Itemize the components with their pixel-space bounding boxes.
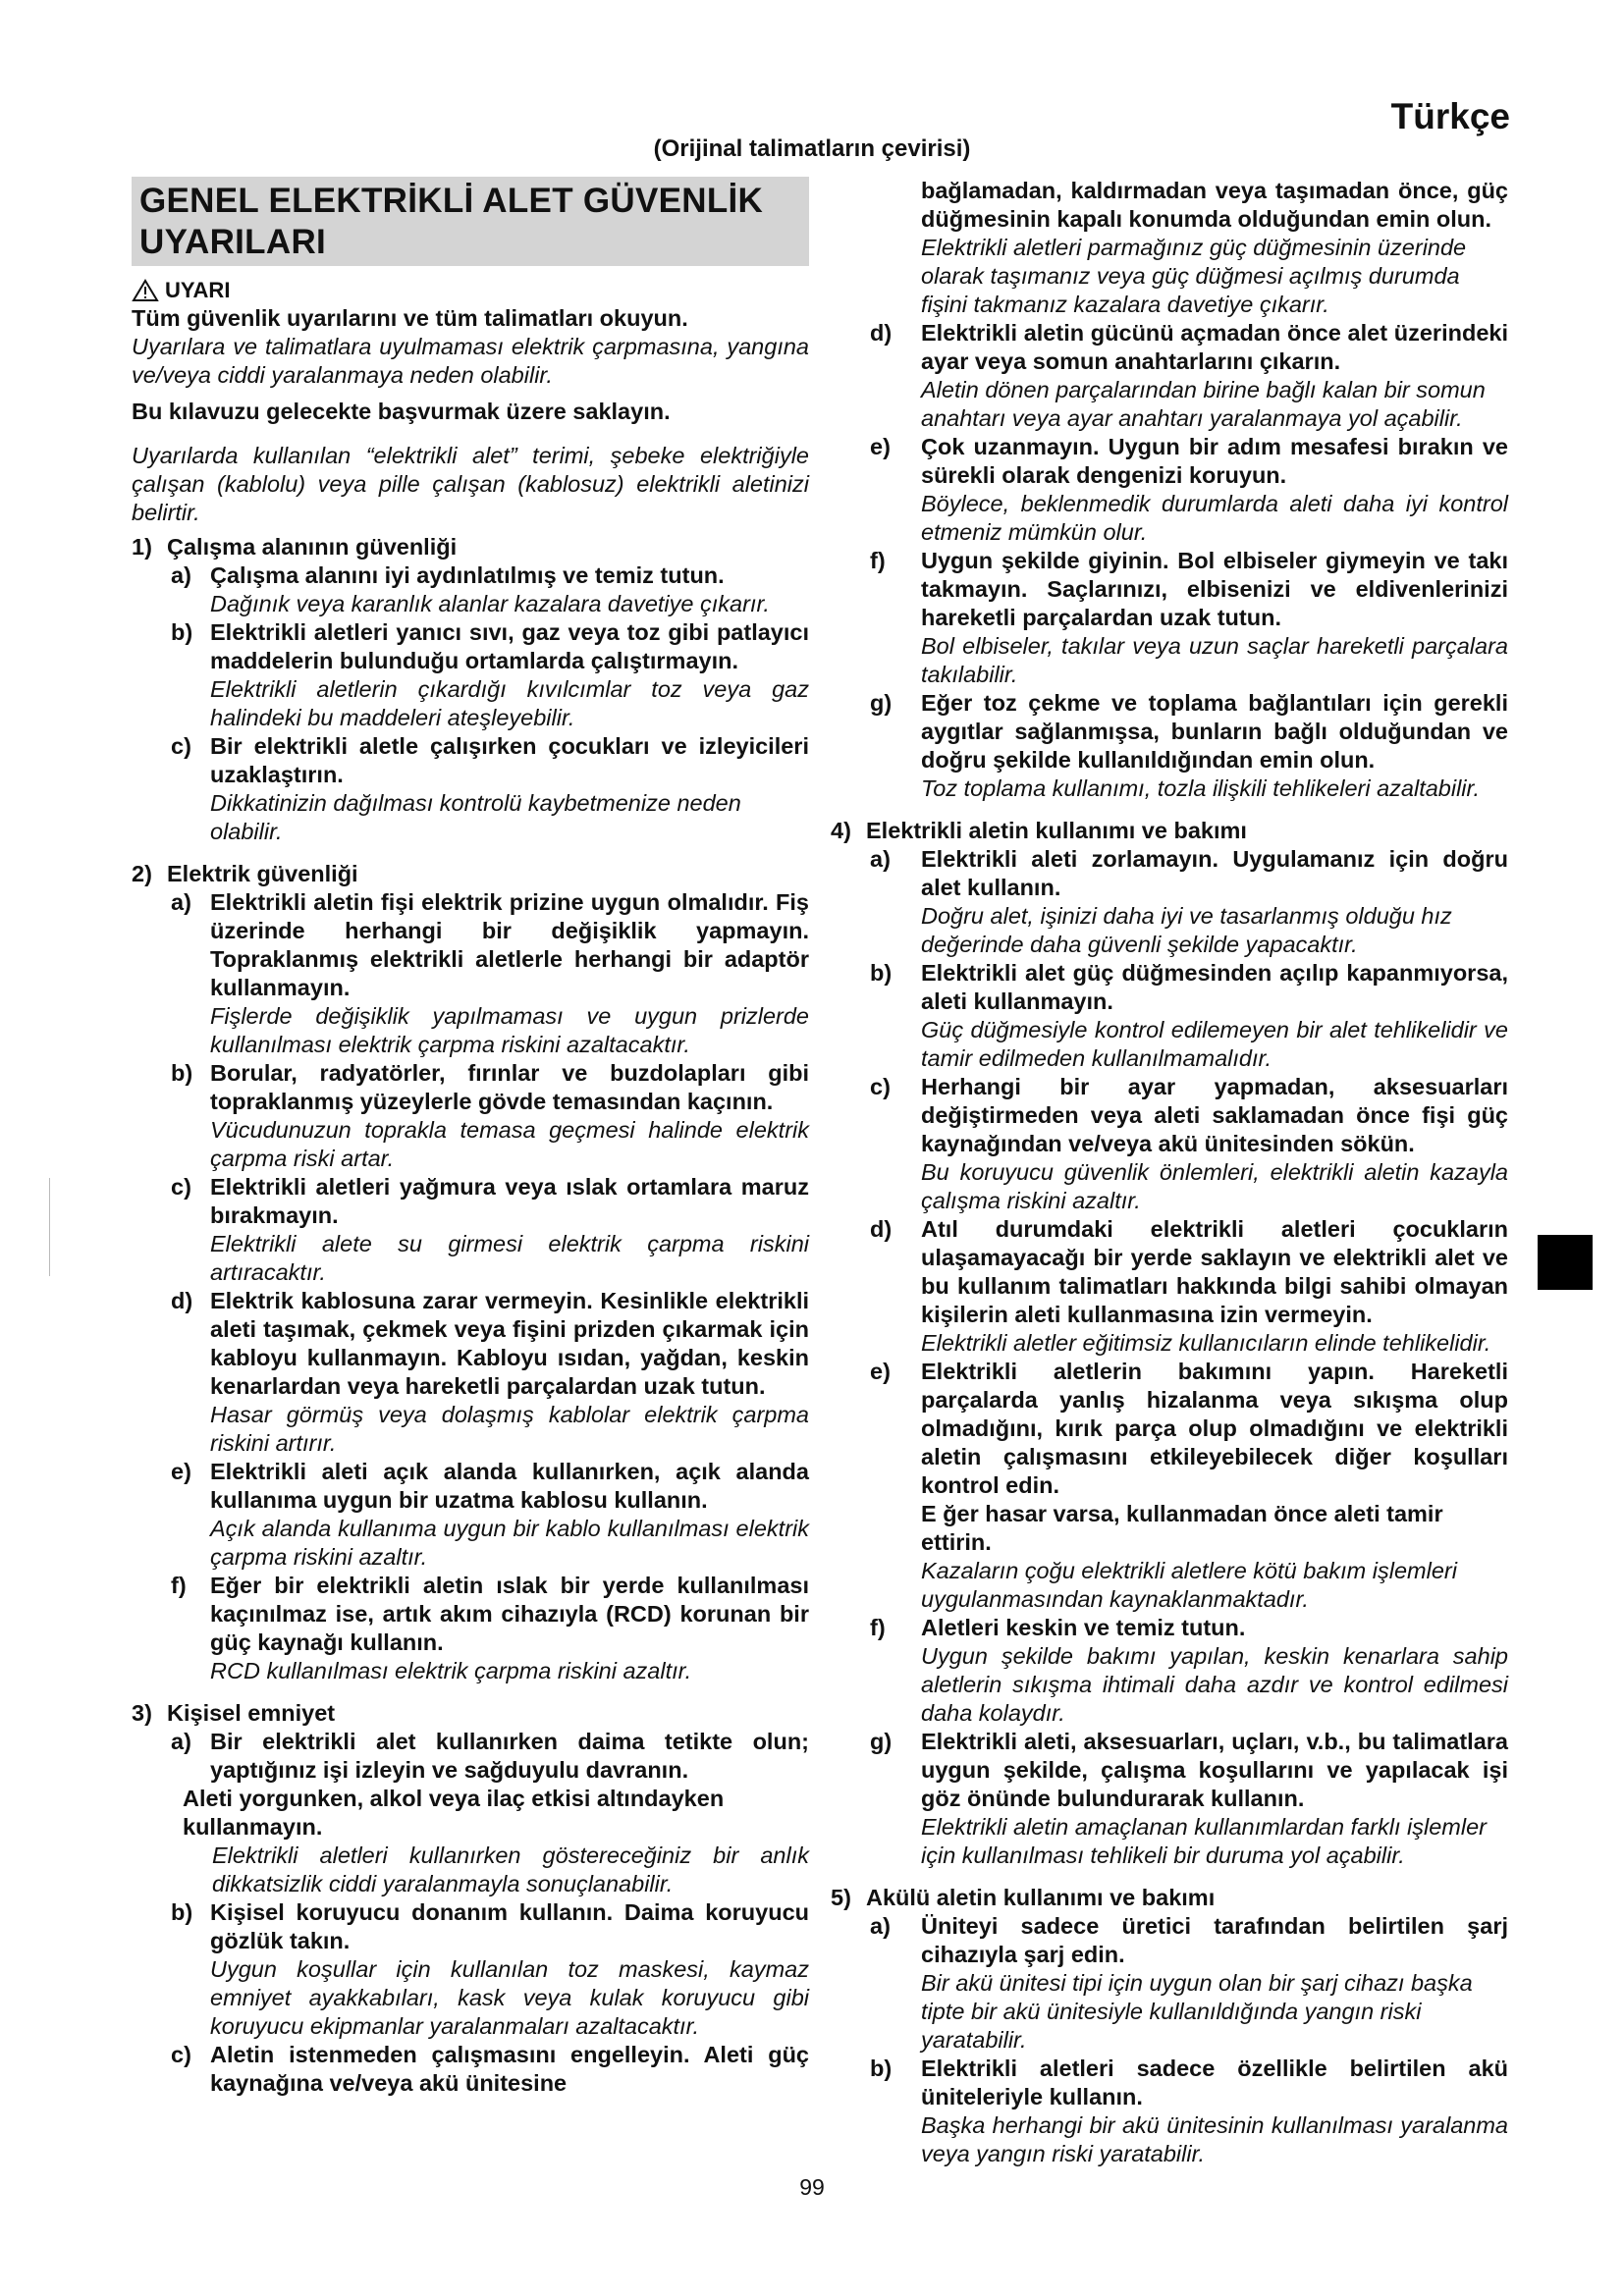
item-bold: Çok uzanmayın. Uygun bir adım mesafesi bırakın ve sürekli olarak dengenizi koruyun. (921, 434, 1508, 488)
item-italic: Doğru alet, işinizi daha iyi ve tasarlanmış olduğu hız değerinde daha güvenli şekilde yapacaktır. (921, 903, 1452, 957)
keep-manual: Bu kılavuzu gelecekte başvurmak üzere saklayın. (132, 399, 671, 424)
section-number: 2) (132, 861, 152, 886)
section-number: 3) (132, 1700, 152, 1726)
margin-mark (49, 1178, 50, 1276)
list-item (132, 1173, 809, 1287)
item-bold: Bir elektrikli alet kullanırken daima tetikte olun; yaptığınız işi izleyin ve sağduyulu davranın. (210, 1729, 809, 1783)
item-italic: Başka herhangi bir akü ünitesinin kullanılması yaralanma veya yangın riski yaratabilir. (921, 2112, 1508, 2166)
item-italic: Böylece, beklenmedik durumlarda aleti daha iyi kontrol etmeniz mümkün olur. (921, 491, 1508, 545)
item-label: e) (870, 434, 891, 459)
list-item (132, 888, 809, 1059)
item-italic: Elektrikli aletin amaçlanan kullanımlardan farklı işlemler için kullanılması tehlikeli bir duruma yol açabilir. (921, 1814, 1487, 1868)
list-item (132, 618, 809, 732)
item-label: g) (870, 690, 893, 716)
item-italic: Bol elbiseler, takılar veya uzun saçlar hareketli parçalara takılabilir. (921, 633, 1508, 687)
list-item (831, 1614, 1508, 1728)
term-definition: Uyarılarda kullanılan “elektrikli alet” terimi, şebeke elektriğiyle çalışan (kablolu) veya pille çalışan (kablosuz) elektrikli aletinizi belirtir. (132, 443, 809, 525)
item-label: a) (870, 1913, 891, 1939)
list-item (132, 2041, 809, 2098)
item-italic: Fişlerde değişiklik yapılmaması ve uygun prizlerde kullanılması elektrik çarpma riskini azaltacaktır. (210, 1003, 809, 1057)
item-bold: Elektrikli aleti, aksesuarları, uçları, v.b., bu talimatlara uygun şekilde, çalışma koşullarını ve yapılacak işi göz önünde bulundurarak kullanın. (921, 1729, 1508, 1811)
item-label: a) (171, 1729, 191, 1754)
item-label: f) (870, 548, 886, 573)
list-item (831, 433, 1508, 547)
list-item (831, 1073, 1508, 1215)
item-italic: Elektrikli aletlerin çıkardığı kıvılcımlar toz veya gaz halindeki bu maddeleri ateşleyebilir. (210, 676, 809, 730)
item-label: f) (171, 1573, 187, 1598)
item-bold: Atıl durumdaki elektrikli aletleri çocukların ulaşamayacağı bir yerde saklayın ve elektrikli alet ve bu kullanım talimatları hakkında bilgi sahibi olmayan kişilerin aleti kullanmasına izin vermeyin. (921, 1216, 1508, 1327)
list-item (831, 547, 1508, 689)
item-bold: Aletin istenmeden çalışmasını engelleyin. Aleti güç kaynağına ve/veya akü ünitesine (210, 2042, 809, 2096)
item-label: a) (171, 889, 191, 915)
item-bold: Bir elektrikli aletle çalışırken çocukları ve izleyicileri uzaklaştırın. (210, 733, 809, 787)
item-bold: Kişisel koruyucu donanım kullanın. Daima koruyucu gözlük takın. (210, 1899, 809, 1953)
list-item (831, 959, 1508, 1073)
item-bold: Elektrikli alet güç düğmesinden açılıp kapanmıyorsa, aleti kullanmayın. (921, 960, 1508, 1014)
item-italic: Elektrikli aletler eğitimsiz kullanıcıların elinde tehlikelidir. (921, 1330, 1491, 1356)
list-item (132, 1287, 809, 1458)
item-label: c) (171, 1174, 191, 1200)
section-number: 1) (132, 534, 152, 560)
item-bold: Üniteyi sadece üretici tarafından belirtilen şarj cihazıyla şarj edin. (921, 1913, 1508, 1967)
list-item (132, 1728, 809, 1785)
page-number: 99 (799, 2174, 825, 2200)
item-italic: Uygun koşullar için kullanılan toz maskesi, kaymaz emniyet ayakkabıları, kask veya kulak koruyucu gibi koruyucu ekipmanlar yaralanmaları azaltacaktır. (210, 1956, 809, 2039)
item-label: c) (171, 2042, 191, 2067)
list-item (132, 1458, 809, 1572)
item-label: a) (870, 846, 891, 872)
list-item (831, 1358, 1508, 1614)
item-bold: Elektrikli aletleri yağmura veya ıslak ortamlara maruz bırakmayın. (210, 1174, 809, 1228)
right-column (831, 177, 1508, 2168)
item-bold-continued: Aleti yorgunken, alkol veya ilaç etkisi altındayken kullanmayın. (183, 1786, 725, 1840)
section-title: Çalışma alanının güvenliği (167, 534, 458, 560)
item-label: b) (171, 1060, 193, 1086)
item-bold-continued: E ğer hasar varsa, kullanmadan önce aleti tamir ettirin. (921, 1501, 1443, 1555)
list-item (831, 845, 1508, 959)
section-title-box (132, 177, 809, 266)
section-title: Elektrikli aletin kullanımı ve bakımı (866, 818, 1247, 843)
title-line-1: GENEL ELEKTRİKLİ ALET GÜVENLİK (139, 182, 764, 220)
item-label: f) (870, 1615, 886, 1640)
item-label: d) (171, 1288, 193, 1313)
warning-triangle-icon (132, 279, 159, 302)
item-bold: Elektrik kablosuna zarar vermeyin. Kesinlikle elektrikli aleti taşımak, çekmek veya fişini prizden çıkarmak için kabloyu kullanmayın. Kabloyu ısıdan, yağdan, keskin kenarlardan veya hareketli parçalardan uzak tutun. (210, 1288, 809, 1399)
item-bold: Elektrikli aleti açık alanda kullanırken, açık alanda kullanıma uygun bir uzatma kablosu kullanın. (210, 1459, 809, 1513)
item-label: e) (171, 1459, 191, 1484)
item-label: d) (870, 1216, 893, 1242)
item-italic: Dağınık veya karanlık alanlar kazalara davetiye çıkarır. (210, 591, 770, 616)
item-bold: Çalışma alanını iyi aydınlatılmış ve temiz tutun. (210, 562, 725, 588)
item-italic: Güç düğmesiyle kontrol edilemeyen bir alet tehlikelidir ve tamir edilmeden kullanılmamalıdır. (921, 1017, 1508, 1071)
page-subtitle: (Orijinal talimatların çevirisi) (653, 135, 971, 162)
section-number: 4) (831, 818, 851, 843)
item-bold: Elektrikli aletleri sadece özellikle belirtilen akü üniteleriyle kullanın. (921, 2056, 1508, 2109)
chapter-tab-marker (1538, 1235, 1593, 1290)
item-italic: Dikkatinizin dağılması kontrolü kaybetmenize neden olabilir. (210, 790, 741, 844)
list-item (831, 1215, 1508, 1358)
item-bold: Elektrikli aletleri yanıcı sıvı, gaz veya toz gibi patlayıcı maddelerin bulunduğu ortamlarda çalıştırmayın. (210, 619, 809, 673)
section-title: Elektrik güvenliği (167, 861, 358, 886)
section-title: Kişisel emniyet (167, 1700, 336, 1726)
list-item (132, 1572, 809, 1685)
list-item (132, 561, 809, 618)
section-3-heading (132, 1699, 809, 1728)
item-bold: Borular, radyatörler, fırınlar ve buzdolapları gibi topraklanmış yüzeylerle gövde temasından kaçının. (210, 1060, 809, 1114)
list-item (831, 1728, 1508, 1870)
warning-text: Uyarılara ve talimatlara uyulmaması elektrik çarpmasına, yangına ve/veya ciddi yaralanmaya neden olabilir. (132, 334, 809, 388)
item-italic: Uygun şekilde bakımı yapılan, keskin kenarlara sahip aletlerin sıkışma ihtimali daha azdır ve kontrol edilmesi daha kolaydır. (921, 1643, 1508, 1726)
item-label: e) (870, 1359, 891, 1384)
section-number: 5) (831, 1885, 851, 1910)
item-bold: Elektrikli aletlerin bakımını yapın. Hareketli parçalarda yanlış hizalanma veya sıkışma olup olmadığını, kırık parça olup olmadığını ve elektrikli aletin çalışmasını etkileyebilecek diğer koşulları kontrol edin. (921, 1359, 1508, 1498)
warning-label: UYARI (165, 278, 231, 302)
title-line-2: UYARILARI (139, 223, 327, 261)
item-italic: Bu koruyucu güvenlik önlemleri, elektrikli aletin kazayla çalışma riskini azaltır. (921, 1159, 1508, 1213)
item-italic: Açık alanda kullanıma uygun bir kablo kullanılması elektrik çarpma riskini azaltır. (210, 1516, 809, 1570)
item-italic: Vücudunuzun toprakla temasa geçmesi halinde elektrik çarpma riski artar. (210, 1117, 809, 1171)
warning-heading (132, 276, 809, 304)
item-label: b) (171, 619, 193, 645)
left-column (132, 177, 809, 2098)
item-label: b) (171, 1899, 193, 1925)
item-italic: Bir akü ünitesi tipi için uygun olan bir şarj cihazı başka tipte bir akü ünitesiyle kullanıldığında yangın riski yaratabilir. (921, 1970, 1473, 2053)
item-label: c) (171, 733, 191, 759)
list-item (132, 1059, 809, 1173)
item-bold: Elektrikli aletin gücünü açmadan önce alet üzerindeki ayar veya somun anahtarlarını çıkarın. (921, 320, 1508, 374)
item-italic: Elektrikli alete su girmesi elektrik çarpma riskini artıracaktır. (210, 1231, 809, 1285)
language-label: Türkçe (1390, 96, 1510, 136)
list-item (132, 732, 809, 846)
item-italic: Elektrikli aletleri parmağınız güç düğmesinin üzerinde olarak taşımanız veya güç düğmesi açılmış durumda fişini takmanız kazalara davetiye çıkarır. (921, 235, 1467, 317)
item-label: c) (870, 1074, 891, 1099)
item-bold: bağlamadan, kaldırmadan veya taşımadan önce, güç düğmesinin kapalı konumda olduğundan emin olun. (921, 178, 1508, 232)
list-item (132, 1898, 809, 2041)
list-item (831, 1912, 1508, 2055)
section-4-heading (831, 817, 1508, 845)
item-label: a) (171, 562, 191, 588)
item-label: g) (870, 1729, 893, 1754)
warning-bold: Tüm güvenlik uyarılarını ve tüm talimatları okuyun. (132, 305, 688, 331)
section-title: Akülü aletin kullanımı ve bakımı (866, 1885, 1216, 1910)
list-item (831, 689, 1508, 803)
list-item (831, 319, 1508, 433)
item-italic: Aletin dönen parçalarından birine bağlı kalan bir somun anahtarı veya ayar anahtarı yaralanmaya yol açabilir. (921, 377, 1486, 431)
item-bold: Eğer toz çekme ve toplama bağlantıları için gerekli aygıtlar sağlanmışsa, bunların bağlı olduğundan ve doğru şekilde kullanıldığından emin olun. (921, 690, 1508, 773)
section-2-heading (132, 860, 809, 888)
section-1-heading (132, 533, 809, 561)
item-label: d) (870, 320, 893, 346)
item-bold: Uygun şekilde giyinin. Bol elbiseler giymeyin ve takı takmayın. Saçlarınızı, elbisenizi ve eldivenlerinizi hareketli parçalardan uzak tutun. (921, 548, 1508, 630)
item-bold: Elektrikli aletin fişi elektrik prizine uygun olmalıdır. Fiş üzerinde herhangi bir değişiklik yapmayın. Topraklanmış elektrikli aletlerle herhangi bir adaptör kullanmayın. (210, 889, 809, 1000)
item-italic: Kazaların çoğu elektrikli aletlere kötü bakım işlemleri uygulanmasından kaynaklanmaktadır. (921, 1558, 1457, 1612)
section-5-heading (831, 1884, 1508, 1912)
item-italic: Hasar görmüş veya dolaşmış kablolar elektrik çarpma riskini artırır. (210, 1402, 809, 1456)
item-label: b) (870, 2056, 893, 2081)
item-label: b) (870, 960, 893, 986)
item-bold: Herhangi bir ayar yapmadan, aksesuarları değiştirmeden veya aleti saklamadan önce fişi güç kaynağından ve/veya akü ünitesinden sökün. (921, 1074, 1508, 1156)
item-bold: Aletleri keskin ve temiz tutun. (921, 1615, 1246, 1640)
continued-item (831, 177, 1508, 319)
item-bold: Eğer bir elektrikli aletin ıslak bir yerde kullanılması kaçınılmaz ise, artık akım cihazıyla (RCD) korunan bir güç kaynağı kullanın. (210, 1573, 809, 1655)
item-italic: Toz toplama kullanımı, tozla ilişkili tehlikeleri azaltabilir. (921, 775, 1481, 801)
item-bold: Elektrikli aleti zorlamayın. Uygulamanız için doğru alet kullanın. (921, 846, 1508, 900)
item-italic: Elektrikli aletleri kullanırken göstereceğiniz bir anlık dikkatsizlik ciddi yaralanmayla sonuçlanabilir. (212, 1842, 809, 1896)
item-italic: RCD kullanılması elektrik çarpma riskini azaltır. (210, 1658, 692, 1683)
list-item (831, 2055, 1508, 2168)
